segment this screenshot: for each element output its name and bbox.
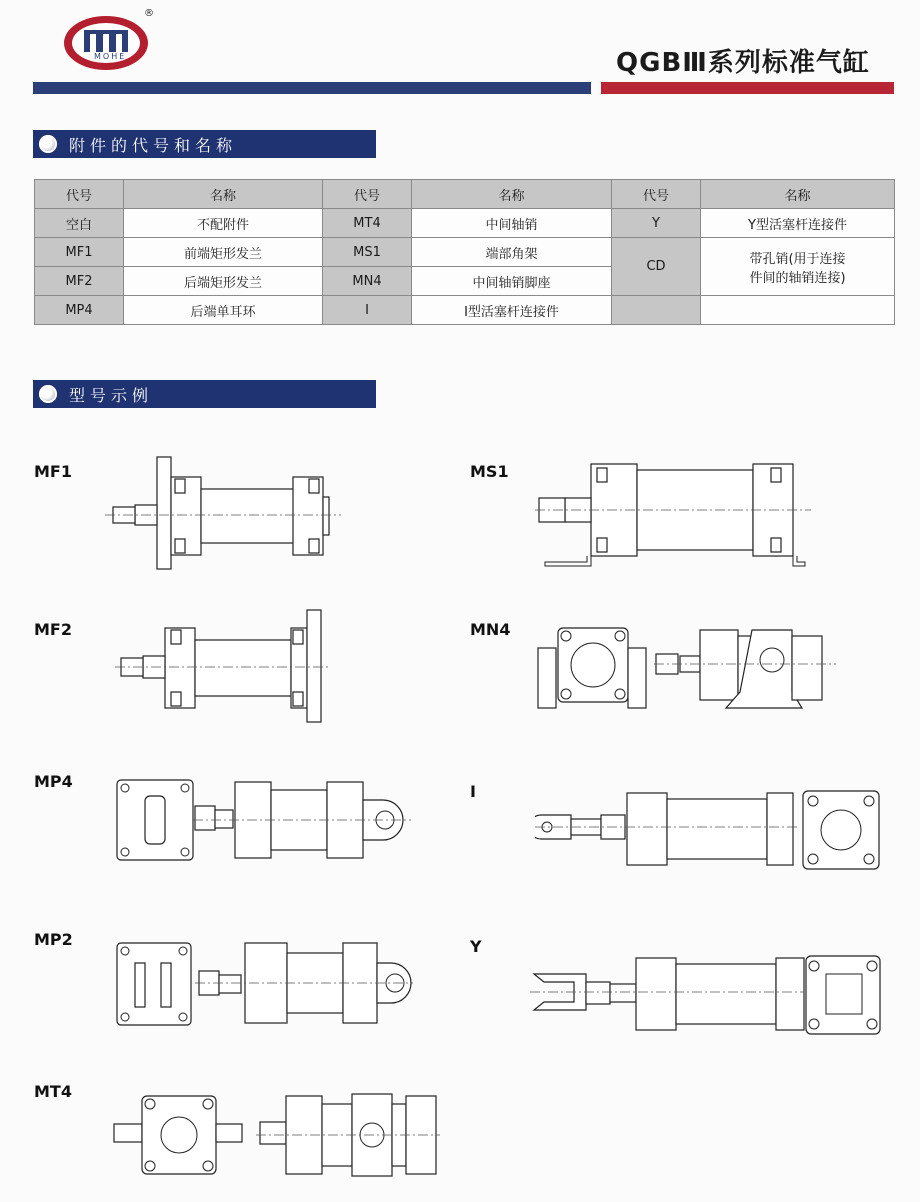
mf1-cylinder-drawing: [105, 455, 345, 585]
cell-code: [612, 296, 701, 325]
example-label-y: Y: [470, 937, 482, 956]
header-bar-navy: [33, 82, 591, 94]
bullet-icon: [39, 135, 57, 153]
section-title: 型号示例: [69, 385, 154, 405]
header-code: 代号: [612, 180, 701, 209]
example-label-mp4: MP4: [34, 772, 73, 791]
header-code: 代号: [35, 180, 124, 209]
table-row: [35, 209, 895, 238]
table-row: [35, 238, 895, 267]
i-cylinder-drawing: [535, 785, 885, 875]
section-banner-accessories: [33, 130, 376, 158]
ms1-cylinder-drawing: [535, 458, 815, 573]
table-header-row: [35, 180, 895, 209]
cell-name: 前端矩形发兰: [124, 238, 323, 267]
logo-text: MOHE: [94, 52, 127, 61]
example-label-mf2: MF2: [34, 620, 72, 639]
header-name: 名称: [701, 180, 895, 209]
cell-code: MN4: [323, 267, 412, 296]
section-banner-examples: [33, 380, 376, 408]
header-bar-red: [601, 82, 894, 94]
y-cylinder-drawing: [530, 950, 885, 1040]
page-title: QGBⅢ系列标准气缸: [616, 48, 870, 78]
cell-name: 不配附件: [124, 209, 323, 238]
cell-name-line: 件间的轴销连接): [749, 270, 846, 286]
example-label-mn4: MN4: [470, 620, 511, 639]
example-label-i: I: [470, 782, 476, 801]
table-row: [35, 296, 895, 325]
cell-code: Y: [612, 209, 701, 238]
cell-name: Y型活塞杆连接件: [701, 209, 895, 238]
cell-code: 空白: [35, 209, 124, 238]
example-label-mp2: MP2: [34, 930, 73, 949]
bullet-icon: [39, 385, 57, 403]
mp2-cylinder-drawing: [115, 935, 415, 1035]
cell-code: I: [323, 296, 412, 325]
cell-name: [701, 238, 895, 296]
cell-name: 中间轴销: [412, 209, 612, 238]
registered-mark: ®: [144, 8, 154, 19]
cell-code: MF1: [35, 238, 124, 267]
header-name: 名称: [124, 180, 323, 209]
cell-code: MP4: [35, 296, 124, 325]
example-label-mf1: MF1: [34, 462, 72, 481]
example-label-mt4: MT4: [34, 1082, 72, 1101]
brand-logo: [62, 10, 158, 72]
cell-name-line: 带孔销(用于连接: [749, 251, 846, 267]
mn4-cylinder-drawing: [530, 620, 840, 720]
mf2-cylinder-drawing: [115, 608, 335, 738]
header-code: 代号: [323, 180, 412, 209]
mt4-cylinder-drawing: [112, 1088, 442, 1193]
accessories-table: [34, 179, 895, 325]
cell-name: [701, 296, 895, 325]
cell-name: 后端矩形发兰: [124, 267, 323, 296]
cell-code: MS1: [323, 238, 412, 267]
cell-name: I型活塞杆连接件: [412, 296, 612, 325]
cell-name: 后端单耳环: [124, 296, 323, 325]
cell-code: MT4: [323, 209, 412, 238]
mp4-cylinder-drawing: [115, 772, 415, 872]
header-name: 名称: [412, 180, 612, 209]
example-label-ms1: MS1: [470, 462, 509, 481]
cell-code: MF2: [35, 267, 124, 296]
section-title: 附件的代号和名称: [69, 135, 238, 155]
cell-name: 端部角架: [412, 238, 612, 267]
cell-name: 中间轴销脚座: [412, 267, 612, 296]
cell-code: CD: [612, 238, 701, 296]
